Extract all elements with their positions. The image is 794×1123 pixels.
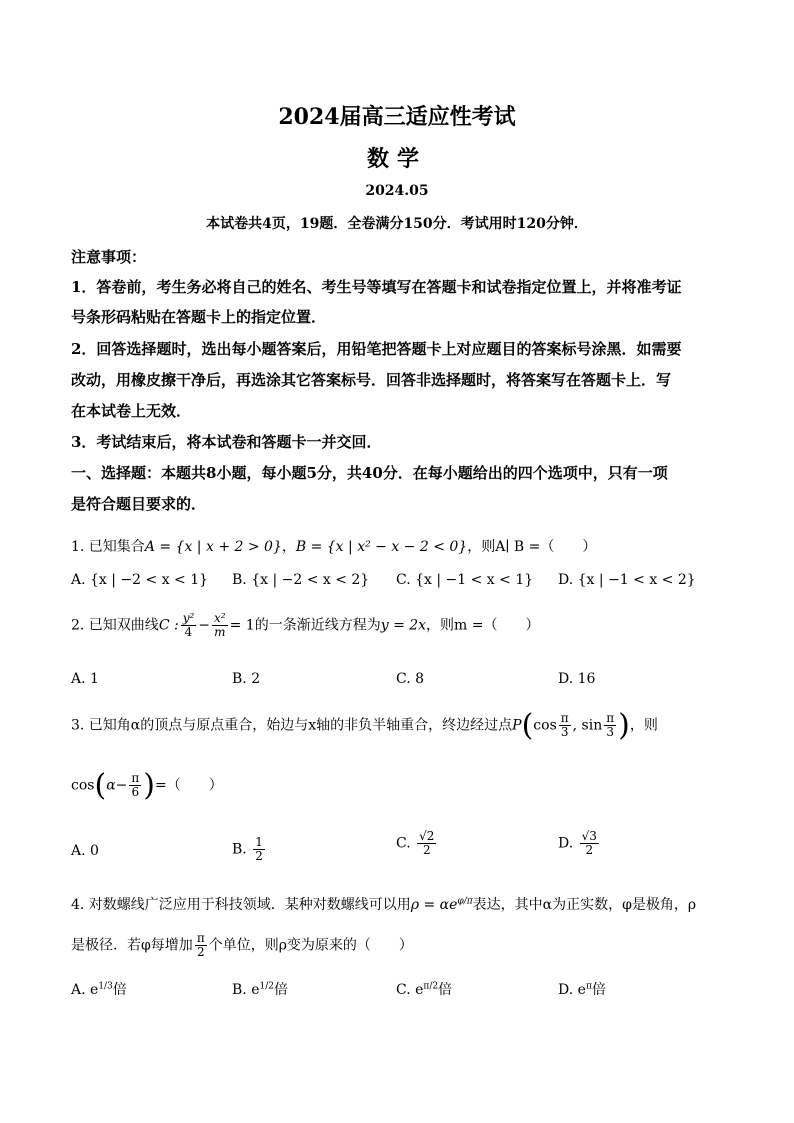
exam-title: 2024届高三适应性考试	[278, 104, 516, 130]
frac-y2-4: $\frac{\text{y²}}{4}$	[182, 611, 195, 640]
question-1: 1. 已知集合A = {x | x + 2 > 0}，B = {x | x² − x − 2 < 0}，则A∣ B =（ ）	[71, 539, 597, 555]
q3-text-end: ，则	[629, 717, 658, 734]
note-2c: 在本试卷上无效．	[71, 402, 192, 420]
q2-mid: 的一条渐近线方程为	[254, 617, 381, 634]
q1-set-b: B = {x | x² − x − 2 < 0}	[295, 539, 468, 555]
q1-option-a: A. {x | −2 < x < 1}	[71, 572, 209, 588]
q3-equals: =（ ）	[155, 777, 223, 794]
q3-option-d: D. $\frac{√3}{2}$	[558, 829, 597, 858]
q1-option-c: C. {x | −1 < x < 1}	[396, 572, 534, 588]
q3-option-b: B. $\frac{1}{2}$	[232, 835, 263, 864]
q1-set-a: A = {x | x + 2 > 0}	[144, 539, 282, 555]
q2-option-a: A. 1	[71, 671, 99, 687]
q2-asymptote: y = 2x	[380, 617, 427, 634]
q4-option-a: A. $e^{1/3}$倍	[71, 981, 127, 998]
section-heading-1: 一、选择题：本题共8小题，每小题5分，共40分．在每小题给出的四个选项中，只有一项	[71, 464, 668, 482]
q3-text: 3. 已知角α的顶点与原点重合，始边与x轴的非负半轴重合，终边经过点	[71, 717, 513, 734]
q4-text-2a: 是极径．若φ每增加	[71, 937, 193, 954]
note-1a: 1．答卷前，考生务必将自己的姓名、考生号等填写在答题卡和试卷指定位置上，并将准考证	[71, 278, 682, 296]
q4-option-d: D. $e^\pi$倍	[558, 981, 606, 998]
q2-prefix: 2. 已知双曲线	[71, 617, 159, 634]
notes-heading: 注意事项：	[71, 248, 147, 266]
q4-text-1b: 表达，其中α为正实数，φ是极角，ρ	[472, 897, 697, 913]
exam-date: 2024.05	[365, 183, 429, 199]
q4-option-b: B. $e^{1/2}$倍	[232, 981, 288, 998]
note-2a: 2．回答选择题时，选出每小题答案后，用铅笔把答题卡上对应题目的答案标号涂黑．如需要	[71, 340, 682, 358]
q4-text-2b: 个单位，则ρ变为原来的（ ）	[208, 937, 413, 954]
frac-x2-m: $\frac{\text{x²}}{m}$	[214, 611, 226, 640]
section-heading-2: 是符合题目要求的．	[71, 495, 207, 513]
q1-prefix: 1. 已知集合	[71, 539, 145, 555]
question-4-line-2: 是极径．若φ每增加 $\frac{\pi}{2}$ 个单位，则ρ变为原来的（ ）	[71, 931, 413, 960]
q4-option-c: C. $e^{\pi/2}$倍	[396, 981, 453, 998]
q3-option-c: C. $\frac{√2}{2}$	[396, 829, 435, 858]
q4-text-1: 4. 对数螺线广泛应用于科技领域．某种对数螺线可以用	[71, 897, 411, 913]
question-2: 2. 已知双曲线C : $\frac{\text{y²}}{4}$ − $\frac{\text{x²}}{m}$ = 1的一条渐近线方程为y = 2x，则m =（ ）	[71, 611, 540, 640]
note-2b: 改动，用橡皮擦干净后，再选涂其它答案标号．回答非选择题时，将答案写在答题卡上．写	[71, 371, 672, 389]
exam-subject: 数学	[366, 146, 427, 172]
q2-option-c: C. 8	[396, 671, 425, 687]
q1-option-b: B. {x | −2 < x < 2}	[232, 572, 370, 588]
note-1b: 号条形码粘贴在答题卡上的指定位置．	[71, 308, 327, 326]
q2-suffix: ，则m =（ ）	[426, 617, 540, 634]
q1-option-d: D. {x | −1 < x < 2}	[558, 572, 696, 588]
exam-intro: 本试卷共4页，19题．全卷满分150分．考试用时120分钟．	[206, 216, 588, 232]
q2-option-b: B. 2	[232, 671, 261, 687]
q3-option-a: A. 0	[71, 843, 99, 859]
question-3-line-2: cos(α− $\frac{\pi}{6}$ )=（ ）	[71, 768, 223, 803]
q1-suffix: ，则A∣ B =（ ）	[467, 539, 597, 555]
question-4-line-1: 4. 对数螺线广泛应用于科技领域．某种对数螺线可以用$\rho = \alpha e^{\varphi/\pi}$表达，其中α为正实数，φ是极角，ρ	[71, 896, 697, 913]
q2-option-d: D. 16	[558, 671, 596, 687]
note-3: 3．考试结束后，将本试卷和答题卡一并交回．	[71, 433, 382, 451]
question-3-line-1: 3. 已知角α的顶点与原点重合，始边与x轴的非负半轴重合，终边经过点P(cos $\frac{\pi}{3}$ , sin $\frac{\pi}{3}$ )，则	[71, 708, 658, 743]
